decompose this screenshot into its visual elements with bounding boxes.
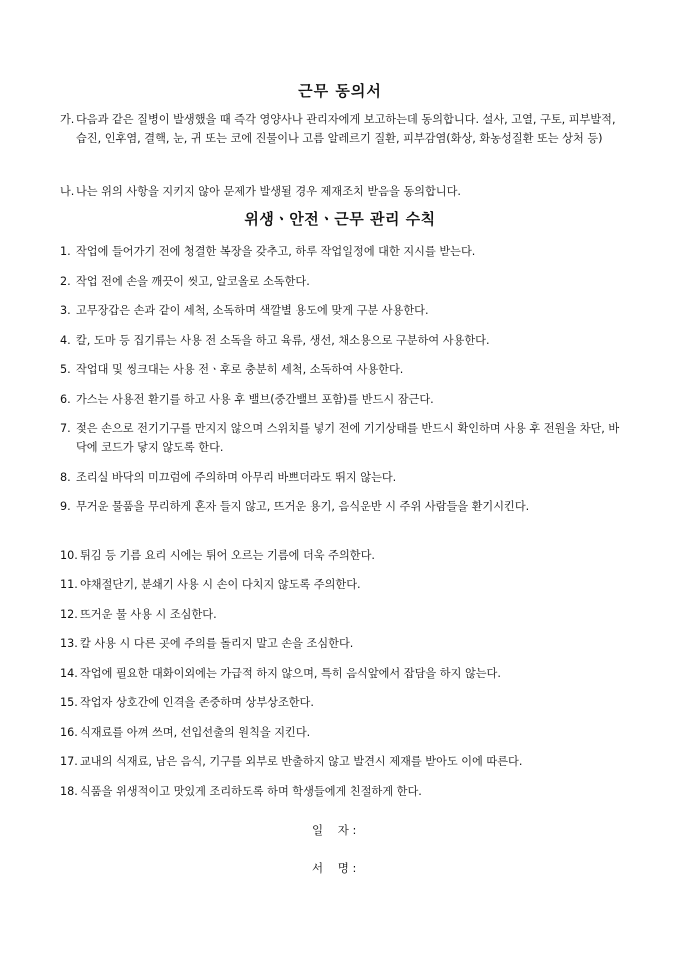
agreement-text: 나는 위의 사항을 지키지 않아 문제가 발생될 경우 제재조치 받음을 동의합니다. — [76, 185, 461, 198]
rule-item — [60, 693, 626, 712]
rule-number: 3. — [60, 304, 71, 317]
rule-number: 16. — [60, 726, 78, 739]
rule-item — [60, 634, 626, 653]
rule-item — [60, 723, 626, 742]
rule-item — [60, 605, 626, 624]
rule-item — [60, 782, 626, 801]
agreement-item — [60, 110, 626, 148]
rule-item — [60, 664, 626, 683]
rule-text: 고무장갑은 손과 같이 세척, 소독하며 색깔별 용도에 맞게 구분 사용한다. — [76, 304, 429, 317]
rule-item — [60, 497, 626, 516]
rule-item — [60, 468, 626, 487]
rule-text: 식재료를 아껴 쓰며, 선입선출의 원칙을 지킨다. — [80, 726, 311, 739]
rule-number: 11. — [60, 578, 78, 591]
rule-number: 12. — [60, 608, 78, 621]
rule-number: 1. — [60, 245, 71, 258]
rule-number: 10. — [60, 549, 78, 562]
rule-number: 8. — [60, 471, 71, 484]
rule-item — [60, 242, 626, 261]
rule-number: 7. — [60, 422, 71, 435]
rule-number: 18. — [60, 785, 78, 798]
rule-number: 6. — [60, 393, 71, 406]
rule-number: 14. — [60, 667, 78, 680]
rule-text: 가스는 사용전 환기를 하고 사용 후 밸브(중간밸브 포함)를 반드시 잠근다. — [76, 393, 434, 406]
rule-text: 칼, 도마 등 집기류는 사용 전 소독을 하고 육류, 생선, 채소용으로 구분하여 사용한다. — [76, 334, 490, 347]
rule-number: 15. — [60, 696, 78, 709]
rule-number: 2. — [60, 275, 71, 288]
rule-item — [60, 575, 626, 594]
signature-label: 서 명 : — [312, 861, 357, 875]
rule-text: 조리실 바닥의 미끄럼에 주의하며 아무리 바쁘더라도 뛰지 않는다. — [76, 471, 397, 484]
rule-text: 무거운 물품을 무리하게 혼자 들지 않고, 뜨거운 용기, 음식운반 시 주위 사람들을 환기시킨다. — [76, 500, 530, 513]
rule-item — [60, 752, 626, 771]
rule-text: 칼 사용 시 다른 곳에 주의를 돌리지 말고 손을 조심한다. — [80, 637, 354, 650]
agreement-marker: 나. — [60, 185, 75, 198]
rule-number: 17. — [60, 755, 78, 768]
rule-text: 뜨거운 물 사용 시 조심한다. — [80, 608, 217, 621]
rule-item — [60, 331, 626, 350]
rule-item — [60, 360, 626, 379]
rule-text: 작업에 들어가기 전에 청결한 복장을 갖추고, 하루 작업일정에 대한 지시를 받는다. — [76, 245, 476, 258]
rule-text: 젖은 손으로 전기기구를 만지지 않으며 스위치를 넣기 전에 기기상태를 반드시 확인하며 사용 후 전원을 차단, 바닥에 코드가 닿지 않도록 한다. — [76, 422, 620, 454]
rule-text: 작업에 필요한 대화이외에는 가급적 하지 않으며, 특히 음식앞에서 잡담을 하지 않는다. — [80, 667, 501, 680]
rule-item — [60, 301, 626, 320]
rule-text: 교내의 식재료, 남은 음식, 기구를 외부로 반출하지 않고 발견시 제재를 받아도 이에 따른다. — [80, 755, 523, 768]
rule-item — [60, 390, 626, 409]
rule-text: 작업 전에 손을 깨끗이 씻고, 알코올로 소독한다. — [76, 275, 310, 288]
document-title: 근무 동의서 — [298, 82, 382, 100]
rule-number: 13. — [60, 637, 78, 650]
rule-item — [60, 272, 626, 291]
rule-text: 튀김 등 기름 요리 시에는 튀어 오르는 기름에 더욱 주의한다. — [80, 549, 375, 562]
agreement-text: 다음과 같은 질병이 발생했을 때 즉각 영양사나 관리자에게 보고하는데 동의합니다. 설사, 고열, 구토, 피부발적, 습진, 인후염, 결핵, 눈, 귀 또는 코에 진물이나 고름 알레르기 질환, 피부감염(화상, 화농성질환 또는 상처 등) — [76, 113, 616, 145]
date-label: 일 자 : — [312, 823, 357, 837]
rule-text: 식품을 위생적이고 맛있게 조리하도록 하며 학생들에게 친절하게 한다. — [80, 785, 422, 798]
rule-text: 야채절단기, 분쇄기 사용 시 손이 다치지 않도록 주의한다. — [80, 578, 361, 591]
rule-number: 5. — [60, 363, 71, 376]
rule-number: 4. — [60, 334, 71, 347]
rule-number: 9. — [60, 500, 71, 513]
rule-text: 작업대 및 씽크대는 사용 전ㆍ후로 충분히 세척, 소독하여 사용한다. — [76, 363, 404, 376]
rule-item — [60, 546, 626, 565]
rule-text: 작업자 상호간에 인격을 존중하며 상부상조한다. — [80, 696, 314, 709]
rule-item — [60, 419, 626, 457]
agreement-marker: 가. — [60, 113, 75, 126]
rules-title: 위생ㆍ안전ㆍ근무 관리 수칙 — [244, 210, 436, 228]
agreement-item — [60, 182, 626, 201]
